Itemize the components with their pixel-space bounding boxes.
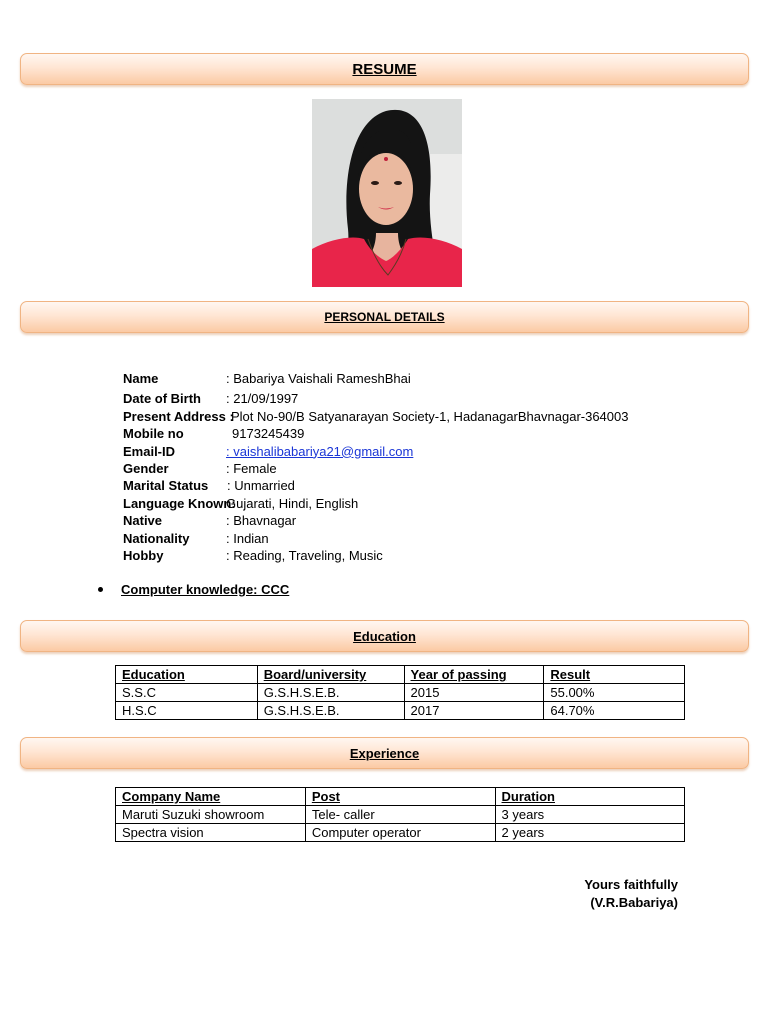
table-cell: 3 years (495, 806, 684, 824)
closing-line: Yours faithfully (584, 877, 678, 892)
personal-details-heading: PERSONAL DETAILS (324, 310, 445, 324)
education-header-cell: Year of passing (404, 666, 544, 684)
table-cell: G.S.H.S.E.B. (257, 702, 404, 720)
dob-value: : 21/09/1997 (226, 391, 299, 407)
name-label: Name (123, 371, 159, 386)
education-header-cell: Education (116, 666, 258, 684)
bullet-icon (98, 587, 103, 592)
experience-heading: Experience (349, 745, 420, 761)
nationality-label: Nationality (123, 530, 190, 546)
education-banner (20, 620, 749, 652)
email-label: Email-ID (123, 443, 176, 459)
table-cell: 2 years (495, 824, 684, 842)
signature-name: (V.R.Babariya) (590, 895, 678, 910)
table-cell: 2017 (404, 702, 544, 720)
table-cell: G.S.H.S.E.B. (257, 684, 404, 702)
computer-knowledge-item (98, 582, 289, 597)
table-cell: H.S.C (116, 702, 258, 720)
gender-label: Gender (123, 460, 169, 476)
experience-banner (20, 737, 749, 769)
education-header-cell: Board/university (257, 666, 404, 684)
native-value: : Bhavnagar (226, 513, 297, 529)
address-label: Present Address : (123, 408, 234, 424)
nationality-value: : Indian (226, 530, 269, 546)
experience-table (115, 787, 685, 842)
resume-title: RESUME (352, 60, 417, 78)
table-cell: 2015 (404, 684, 544, 702)
address-value: Plot No-90/B Satyanarayan Society-1, HadanagarBhavnagar-364003 (231, 408, 629, 424)
table-row (116, 702, 685, 720)
education-table (115, 665, 685, 720)
table-row (116, 806, 685, 824)
computer-knowledge-text: Computer knowledge: CCC (121, 582, 290, 597)
name-value: : Babariya Vaishali RameshBhai (226, 371, 411, 386)
marital-value: : Unmarried (227, 478, 295, 494)
table-row (116, 824, 685, 842)
education-header-cell: Result (544, 666, 685, 684)
table-cell: 64.70% (544, 702, 685, 720)
resume-title-banner (20, 53, 749, 85)
language-label: Language Known: (123, 495, 236, 511)
dob-label: Date of Birth (123, 391, 201, 407)
hobby-value: : Reading, Traveling, Music (226, 547, 383, 563)
table-cell: Spectra vision (116, 824, 306, 842)
mobile-label: Mobile no (123, 426, 184, 442)
table-cell: S.S.C (116, 684, 258, 702)
profile-photo (312, 99, 462, 287)
gender-value: : Female (226, 460, 277, 476)
table-cell: 55.00% (544, 684, 685, 702)
experience-header-row (116, 788, 685, 806)
personal-details-banner (20, 301, 749, 333)
table-row (116, 684, 685, 702)
hobby-label: Hobby (123, 547, 164, 563)
signature-block (584, 876, 678, 912)
experience-header-cell: Post (305, 788, 495, 806)
education-heading: Education (353, 628, 416, 644)
language-value: Gujarati, Hindi, English (226, 495, 359, 511)
experience-header-cell: Company Name (116, 788, 306, 806)
marital-label: Marital Status (123, 478, 209, 494)
email-link[interactable]: : vaishalibabariya21@gmail.com (226, 443, 414, 459)
table-cell: Tele- caller (305, 806, 495, 824)
education-header-row (116, 666, 685, 684)
table-cell: Computer operator (305, 824, 495, 842)
table-cell: Maruti Suzuki showroom (116, 806, 306, 824)
native-label: Native (123, 513, 163, 529)
experience-header-cell: Duration (495, 788, 684, 806)
mobile-value: 9173245439 (232, 426, 305, 442)
